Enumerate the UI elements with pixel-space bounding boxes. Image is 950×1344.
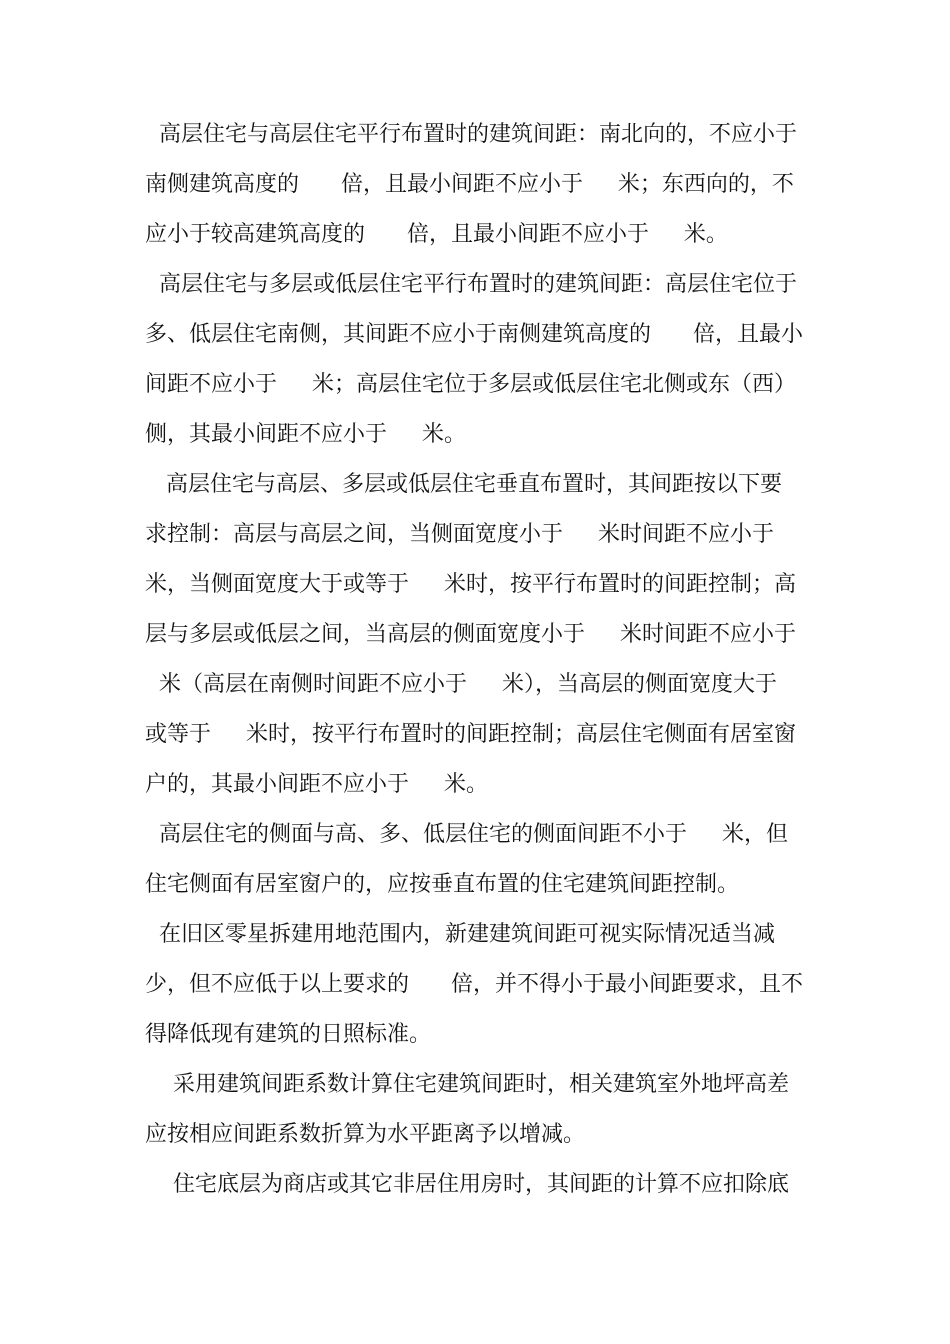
text-line: 高层住宅的侧面与高、多、低层住宅的侧面间距不小于 米，但: [145, 822, 788, 847]
text-line: 求控制：高层与高层之间，当侧面宽度小于 米时间距不应小于: [145, 522, 774, 547]
text-line: 或等于 米时，按平行布置时的间距控制；高层住宅侧面有居室窗: [145, 722, 796, 747]
text-line: 少，但不应低于以上要求的 倍，并不得小于最小间距要求，且不: [145, 972, 803, 997]
text-line: 多、低层住宅南侧，其间距不应小于南侧建筑高度的 倍，且最小: [145, 322, 803, 347]
text-line: 南侧建筑高度的 倍，且最小间距不应小于 米；东西向的，不: [145, 172, 794, 197]
text-line: 应按相应间距系数折算为水平距离予以增减。: [145, 1122, 586, 1147]
text-line: 应小于较高建筑高度的 倍，且最小间距不应小于 米。: [145, 222, 728, 247]
text-line: 间距不应小于 米；高层住宅位于多层或低层住宅北侧或东（西）: [145, 372, 796, 397]
text-line: 高层住宅与多层或低层住宅平行布置时的建筑间距：高层住宅位于: [145, 272, 797, 297]
text-line: 米，当侧面宽度大于或等于 米时，按平行布置时的间距控制；高: [145, 572, 796, 597]
text-line: 高层住宅与高层、多层或低层住宅垂直布置时，其间距按以下要: [145, 472, 782, 497]
text-line: 米（高层在南侧时间距不应小于 米），当高层的侧面宽度大于: [145, 672, 777, 697]
text-line: 层与多层或低层之间，当高层的侧面宽度小于 米时间距不应小于: [145, 622, 796, 647]
text-line: 得降低现有建筑的日照标准。: [145, 1022, 432, 1047]
text-line: 住宅底层为商店或其它非居住用房时，其间距的计算不应扣除底: [145, 1172, 789, 1197]
text-line: 在旧区零星拆建用地范围内，新建建筑间距可视实际情况适当减: [145, 922, 775, 947]
text-line: 侧，其最小间距不应小于 米。: [145, 422, 466, 447]
text-line: 住宅侧面有居室窗户的，应按垂直布置的住宅建筑间距控制。: [145, 872, 740, 897]
text-line: 采用建筑间距系数计算住宅建筑间距时，相关建筑室外地坪高差: [145, 1072, 789, 1097]
text-line: 高层住宅与高层住宅平行布置时的建筑间距：南北向的，不应小于: [145, 122, 797, 147]
text-line: 户的，其最小间距不应小于 米。: [145, 772, 488, 797]
